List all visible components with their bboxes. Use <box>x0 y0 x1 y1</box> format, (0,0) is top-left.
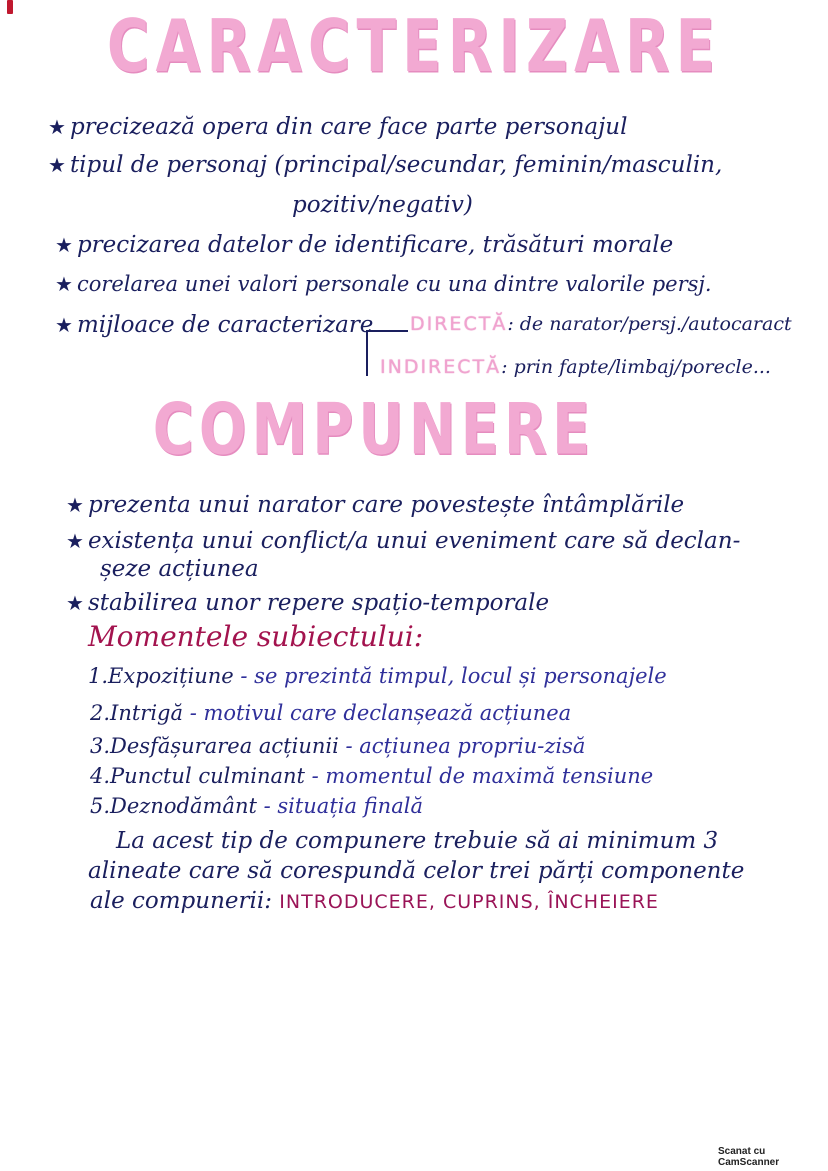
star-icon: ★ <box>66 591 84 615</box>
moment-3: 3.Desfășurarea acțiunii - acțiunea propriu-zisă <box>90 734 586 758</box>
star-icon: ★ <box>66 493 84 517</box>
title-compunere: COMPUNERE <box>152 389 596 472</box>
title-caracterizare: CARACTERIZARE <box>106 3 722 89</box>
bullet-2: ★ tipul de personaj (principal/secundar, feminin/masculin, <box>48 152 723 178</box>
bullet-5: ★ mijloace de caracterizare <box>55 312 374 338</box>
comp-bullet-3: ★ stabilirea unor repere spațio-temporale <box>66 590 550 616</box>
moment-5: 5.Deznodământ - situația finală <box>90 794 423 818</box>
comp-bullet-2: ★ existența unui conflict/a unui eveniment care să declan- <box>66 528 741 554</box>
bullet-2-continued: pozitiv/negativ) <box>292 192 473 218</box>
paragraph-line-1: La acest tip de compunere trebuie să ai minimum 3 <box>116 828 719 854</box>
star-icon: ★ <box>55 233 73 257</box>
moment-1: 1.Expozițiune - se prezintă timpul, locul și personajele <box>88 664 667 688</box>
means-direct: DIRECTĂ: de narator/persj./autocaract <box>410 313 792 335</box>
label-indirect: INDIRECTĂ <box>380 356 502 378</box>
moment-4: 4.Punctul culminant - momentul de maximă tensiune <box>90 764 654 788</box>
paragraph-line-2: alineate care să corespundă celor trei părți componente <box>88 858 745 884</box>
moment-2: 2.Intrigă - motivul care declanșează acțiunea <box>90 701 572 725</box>
star-icon: ★ <box>48 115 66 139</box>
paragraph-line-3: ale compunerii: INTRODUCERE, CUPRINS, ÎNCHEIERE <box>90 888 659 914</box>
star-icon: ★ <box>55 272 73 296</box>
star-icon: ★ <box>55 313 73 337</box>
subheading-momente: Momentele subiectului: <box>88 620 424 653</box>
star-icon: ★ <box>66 529 84 553</box>
composition-parts: INTRODUCERE, CUPRINS, ÎNCHEIERE <box>279 891 659 913</box>
bullet-1: ★ precizează opera din care face parte personajul <box>48 114 628 140</box>
bullet-3: ★ precizarea datelor de identificare, trăsături morale <box>55 232 674 258</box>
comp-bullet-1: ★ prezenta unui narator care povestește întâmplările <box>66 492 685 518</box>
comp-bullet-2-continued: șeze acțiunea <box>100 556 259 582</box>
bullet-4: ★ corelarea unei valori personale cu una dintre valorile persj. <box>55 272 712 296</box>
scanner-watermark: Scanat cu CamScanner <box>718 1146 780 1168</box>
means-indirect: INDIRECTĂ: prin fapte/limbaj/porecle... <box>380 356 771 378</box>
label-direct: DIRECTĂ <box>410 313 508 335</box>
star-icon: ★ <box>48 153 66 177</box>
